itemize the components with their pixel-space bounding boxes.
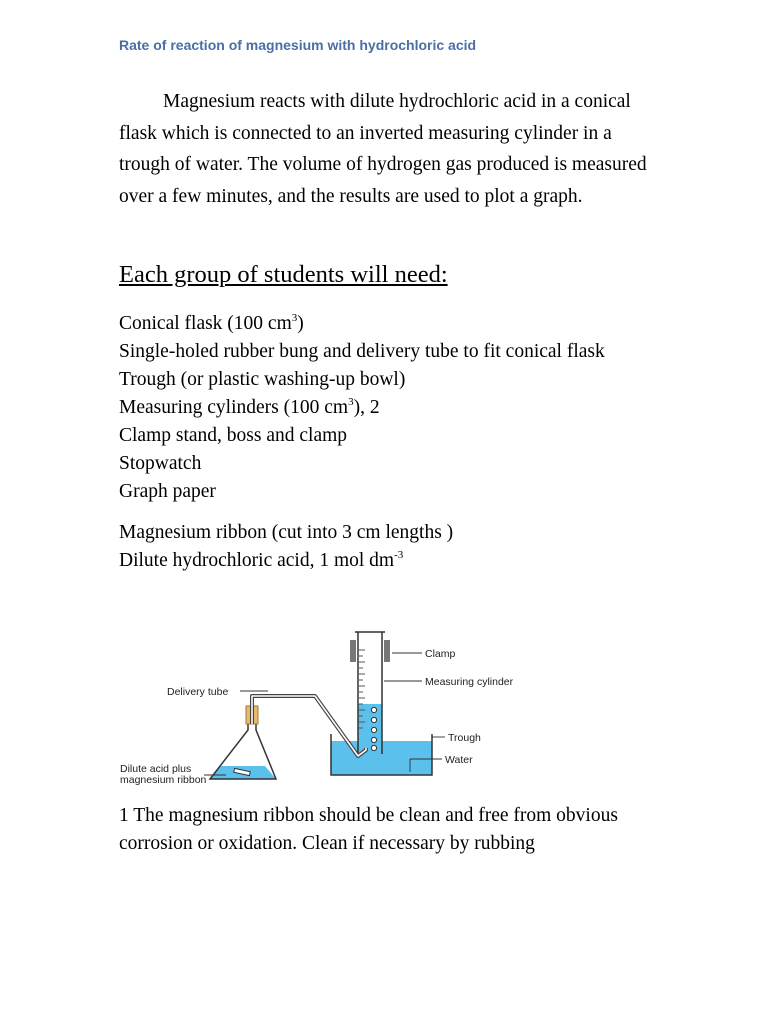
label-magnesium-ribbon: magnesium ribbon bbox=[120, 774, 207, 786]
clamp-jaw-right bbox=[384, 640, 390, 662]
superscript: 3 bbox=[348, 396, 354, 408]
superscript: 3 bbox=[291, 312, 298, 324]
list-item-conical-flask bbox=[119, 310, 605, 338]
apparatus-diagram bbox=[110, 620, 540, 795]
list-item-text: Conical flask (100 cm bbox=[119, 313, 292, 334]
list-item-rubber-bung: Single-holed rubber bung and delivery tube to fit conical flask bbox=[119, 341, 605, 362]
list-item-text-after: ) bbox=[297, 313, 304, 334]
list-item-trough: Trough (or plastic washing-up bowl) bbox=[119, 369, 406, 390]
list-item-graph-paper: Graph paper bbox=[119, 481, 216, 502]
label-delivery-tube: Delivery tube bbox=[167, 686, 229, 698]
list-item-text-after: ), 2 bbox=[353, 397, 380, 418]
label-trough: Trough bbox=[448, 732, 481, 744]
label-water: Water bbox=[445, 754, 473, 766]
list-item-stopwatch: Stopwatch bbox=[119, 453, 202, 474]
list-item-magnesium-ribbon: Magnesium ribbon (cut into 3 cm lengths ) bbox=[119, 522, 454, 543]
list-item-measuring-cylinders bbox=[119, 394, 605, 422]
label-measuring-cylinder: Measuring cylinder bbox=[425, 676, 514, 688]
step-1-paragraph: 1 The magnesium ribbon should be clean and free from obvious corrosion or oxidation. Clean if necessary by rubbing bbox=[119, 805, 618, 854]
list-item-text: Measuring cylinders (100 cm bbox=[119, 397, 349, 418]
chemicals-list bbox=[119, 519, 453, 575]
clamp-jaw-left bbox=[350, 640, 356, 662]
superscript: -3 bbox=[394, 549, 404, 561]
list-item-clamp-stand: Clamp stand, boss and clamp bbox=[119, 425, 348, 446]
list-item-hydrochloric-acid bbox=[119, 547, 453, 575]
equipment-heading: Each group of students will need: bbox=[119, 261, 448, 288]
page-header-title: Rate of reaction of magnesium with hydrochloric acid bbox=[119, 37, 477, 53]
list-item-text: Dilute hydrochloric acid, 1 mol dm bbox=[119, 550, 395, 571]
equipment-list bbox=[119, 310, 605, 506]
intro-text: Magnesium reacts with dilute hydrochloric acid in a conical flask which is connected to an inverted measuring cylinder in a trough of water. The volume of hydrogen gas produced is measured over a few minutes, and the results are used to plot a graph. bbox=[119, 91, 647, 207]
cylinder-water bbox=[358, 704, 382, 754]
label-clamp: Clamp bbox=[425, 648, 456, 660]
intro-paragraph bbox=[119, 86, 659, 212]
label-dilute-acid: Dilute acid plus bbox=[120, 763, 192, 775]
